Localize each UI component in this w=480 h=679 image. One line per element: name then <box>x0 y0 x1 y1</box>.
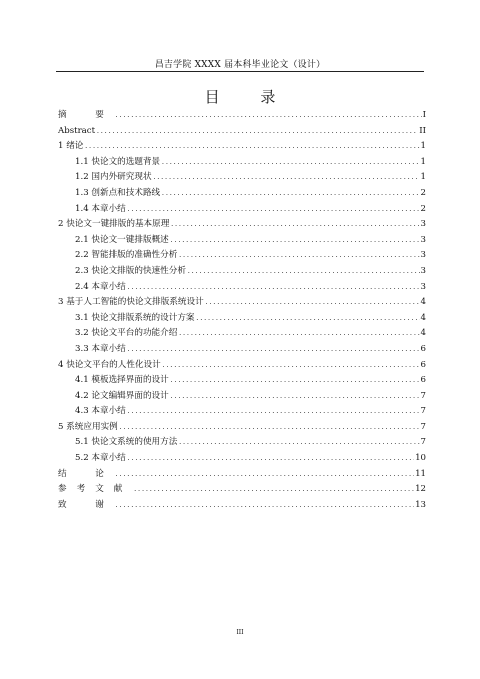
dot-leader <box>170 233 420 249</box>
toc-entry-label: 4.2 论文编辑界面的设计 <box>75 390 169 401</box>
toc-entry-page: 7 <box>420 390 426 401</box>
toc-entry[interactable] <box>58 155 426 171</box>
toc-entry[interactable] <box>58 295 426 311</box>
dot-leader <box>178 326 419 342</box>
dot-leader <box>170 389 420 405</box>
toc-entry[interactable] <box>58 358 426 374</box>
toc-entry[interactable] <box>58 467 426 483</box>
toc-entry-page: 6 <box>420 375 426 386</box>
toc-entry[interactable] <box>58 170 426 186</box>
dot-leader <box>178 248 419 264</box>
dot-leader <box>178 435 419 451</box>
toc-entry[interactable] <box>58 326 426 342</box>
toc-title: 目 录 <box>204 88 294 106</box>
toc-entry-page: 3 <box>420 219 426 230</box>
toc-entry-page: 6 <box>420 343 426 354</box>
dot-leader <box>162 358 420 374</box>
toc-entry-label: 1.2 国内外研究现状 <box>75 172 152 183</box>
toc-entry[interactable] <box>58 280 426 296</box>
dot-leader <box>119 420 420 436</box>
toc-entry-page: 11 <box>415 468 426 479</box>
dot-leader <box>96 124 418 140</box>
toc-entry-page: 3 <box>420 281 426 292</box>
toc-entry-label: 5.2 本章小结 <box>75 453 126 464</box>
toc-entry[interactable] <box>58 217 426 233</box>
running-header: 昌吉学院 XXXX 届本科毕业论文（设计） <box>154 60 326 70</box>
toc-entry[interactable] <box>58 139 426 155</box>
dot-leader <box>127 404 420 420</box>
toc-entry-label: 4.1 模板选择界面的设计 <box>75 375 169 386</box>
dot-leader <box>170 217 419 233</box>
dot-leader <box>196 311 420 327</box>
toc-entry-label: 3.2 快论文平台的功能介绍 <box>75 328 178 339</box>
toc-entry[interactable] <box>58 373 426 389</box>
dot-leader <box>127 342 420 358</box>
toc-entry-page: 7 <box>420 406 426 417</box>
toc-entry-page: II <box>419 125 426 136</box>
toc-entry-label: 2.2 智能排版的准确性分析 <box>75 250 178 261</box>
toc-entry-page: 3 <box>420 250 426 261</box>
toc-entry-page: 1 <box>420 156 426 167</box>
toc-entry[interactable] <box>58 186 426 202</box>
toc-entry-label: 结 论 <box>58 468 114 479</box>
toc-entry[interactable] <box>58 264 426 280</box>
toc-entry-page: 3 <box>420 234 426 245</box>
toc-entry-label: 3.1 快论文排版系统的设计方案 <box>75 312 195 323</box>
toc-entry-page: 7 <box>420 437 426 448</box>
toc-entry[interactable] <box>58 389 426 405</box>
toc-entry-label: 2 快论文一键排版的基本原理 <box>58 219 170 230</box>
header-rule <box>56 71 424 72</box>
toc-entry-page: 10 <box>415 453 426 464</box>
toc-entry[interactable] <box>58 482 426 498</box>
toc-entry[interactable] <box>58 311 426 327</box>
toc-entry[interactable] <box>58 248 426 264</box>
toc-entry-page: 1 <box>420 141 426 152</box>
toc-entry-label: 4 快论文平台的人性化设计 <box>58 359 161 370</box>
toc-entry[interactable] <box>58 233 426 249</box>
toc-entry-label: 1 绪论 <box>58 141 84 152</box>
toc-entry-label: 4.3 本章小结 <box>75 406 126 417</box>
toc-entry-page: I <box>422 110 426 120</box>
toc-entry-label: 摘 要 <box>58 110 114 120</box>
toc-entry-page: 6 <box>420 359 426 370</box>
toc-entry-label: 1.1 快论文的选题背景 <box>75 156 161 167</box>
toc-entry[interactable] <box>58 435 426 451</box>
dot-leader <box>115 108 422 124</box>
toc-entry-label: 致 谢 <box>58 499 114 510</box>
dot-leader <box>161 186 419 202</box>
toc-entry-label: 1.4 本章小结 <box>75 203 126 214</box>
page-number: III <box>236 629 244 636</box>
toc-entry-page: 2 <box>420 187 426 198</box>
toc-entry[interactable] <box>58 108 426 124</box>
dot-leader <box>187 264 420 280</box>
toc-entry-page: 13 <box>415 499 426 510</box>
toc-entry-label: 3.3 本章小结 <box>75 343 126 354</box>
toc-entry-label: 2.1 快论文一键排版概述 <box>75 234 169 245</box>
toc-entry-page: 2 <box>420 203 426 214</box>
toc-entry[interactable] <box>58 124 426 140</box>
toc-entry[interactable] <box>58 498 426 514</box>
table-of-contents <box>58 108 426 513</box>
dot-leader <box>170 373 420 389</box>
dot-leader <box>127 280 420 296</box>
dot-leader <box>153 170 420 186</box>
toc-entry-label: 3 基于人工智能的快论文排版系统设计 <box>58 297 204 308</box>
dot-leader <box>133 482 414 498</box>
toc-entry-page: 1 <box>420 172 426 183</box>
toc-entry[interactable] <box>58 451 426 467</box>
dot-leader <box>205 295 420 311</box>
toc-entry[interactable] <box>58 404 426 420</box>
dot-leader <box>84 139 419 155</box>
dot-leader <box>127 451 414 467</box>
toc-entry-label: 2.3 快论文排版的快速性分析 <box>75 265 186 276</box>
toc-entry-label: 2.4 本章小结 <box>75 281 126 292</box>
toc-entry-page: 4 <box>420 297 426 308</box>
toc-entry-page: 4 <box>420 312 426 323</box>
dot-leader <box>161 155 419 171</box>
toc-entry-page: 12 <box>415 484 426 495</box>
toc-entry-page: 7 <box>420 421 426 432</box>
dot-leader <box>115 498 414 514</box>
toc-entry-label: 1.3 创新点和技术路线 <box>75 187 161 198</box>
toc-entry[interactable] <box>58 202 426 218</box>
toc-entry-label: 5 系统应用实例 <box>58 421 118 432</box>
dot-leader <box>115 467 414 483</box>
toc-entry-label: Abstract <box>58 125 96 136</box>
toc-entry-page: 4 <box>420 328 426 339</box>
toc-entry-label: 参考文献 <box>58 484 133 495</box>
toc-entry-page: 3 <box>420 265 426 276</box>
toc-entry[interactable] <box>58 420 426 436</box>
dot-leader <box>127 202 420 218</box>
toc-entry[interactable] <box>58 342 426 358</box>
toc-entry-label: 5.1 快论文系统的使用方法 <box>75 437 178 448</box>
